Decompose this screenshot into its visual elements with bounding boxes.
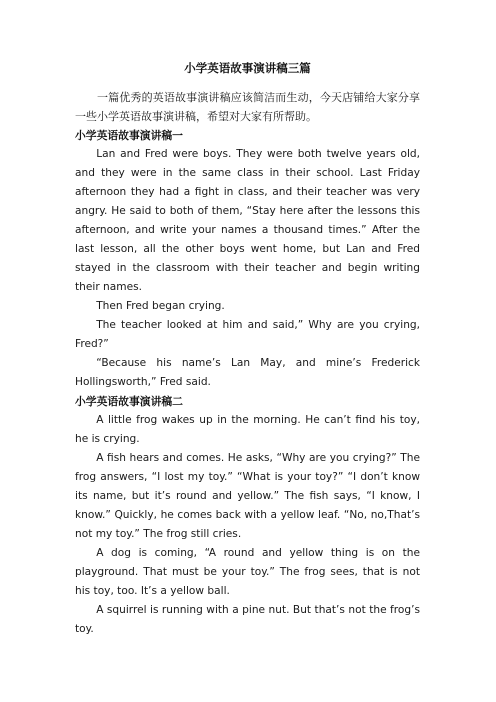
intro-paragraph: 一篇优秀的英语故事演讲稿应该简洁而生动，今天店铺给大家分享一些小学英语故事演讲稿，希望对大家有所帮助。 [75,91,420,123]
story-2-paragraph-3: A dog is coming, “A round and yellow thing is on the playground. That must be your toy.” The frog sees, that is not his toy, too. It’s a yellow ball. [75,547,420,597]
story-2-paragraph-1: A little frog wakes up in the morning. He can’t find his toy, he is crying. [75,414,420,445]
document-page [75,60,420,639]
story-1-paragraph-3: The teacher looked at him and said,” Why are you crying, Fred?” [75,319,420,350]
story-1-paragraph-2: Then Fred began crying. [96,300,225,312]
story-1-paragraph-4: “Because his name’s Lan May, and mine’s Frederick Hollingsworth,” Fred said. [75,357,420,388]
story-2-paragraph-2: A fish hears and comes. He asks, “Why are you crying?” The frog answers, “I lost my toy.” “What is your toy?” “I don’t know its name, but it’s round and yellow.” The fish says, “I know, I know.” Quickly, he comes back with a yellow leaf. “No, no,That’s not my toy.” The frog still cries. [75,452,420,540]
document-title: 小学英语故事演讲稿三篇 [184,61,311,75]
section-heading-2: 小学英语故事演讲稿二 [75,395,183,408]
story-1-paragraph-1: Lan and Fred were boys. They were both twelve years old, and they were in the same class in their school. Last Friday afternoon they had a fight in class, and their teacher was very angry. He said to both of them, “Stay here after the lessons this afternoon, and write your names a thousand times.” After the last lesson, all the other boys went home, but Lan and Fred stayed in the classroom with their teacher and begin writing their names. [75,148,420,293]
section-heading-1: 小学英语故事演讲稿一 [75,129,183,142]
story-2-paragraph-4: A squirrel is running with a pine nut. But that’s not the frog’s toy. [75,604,420,635]
